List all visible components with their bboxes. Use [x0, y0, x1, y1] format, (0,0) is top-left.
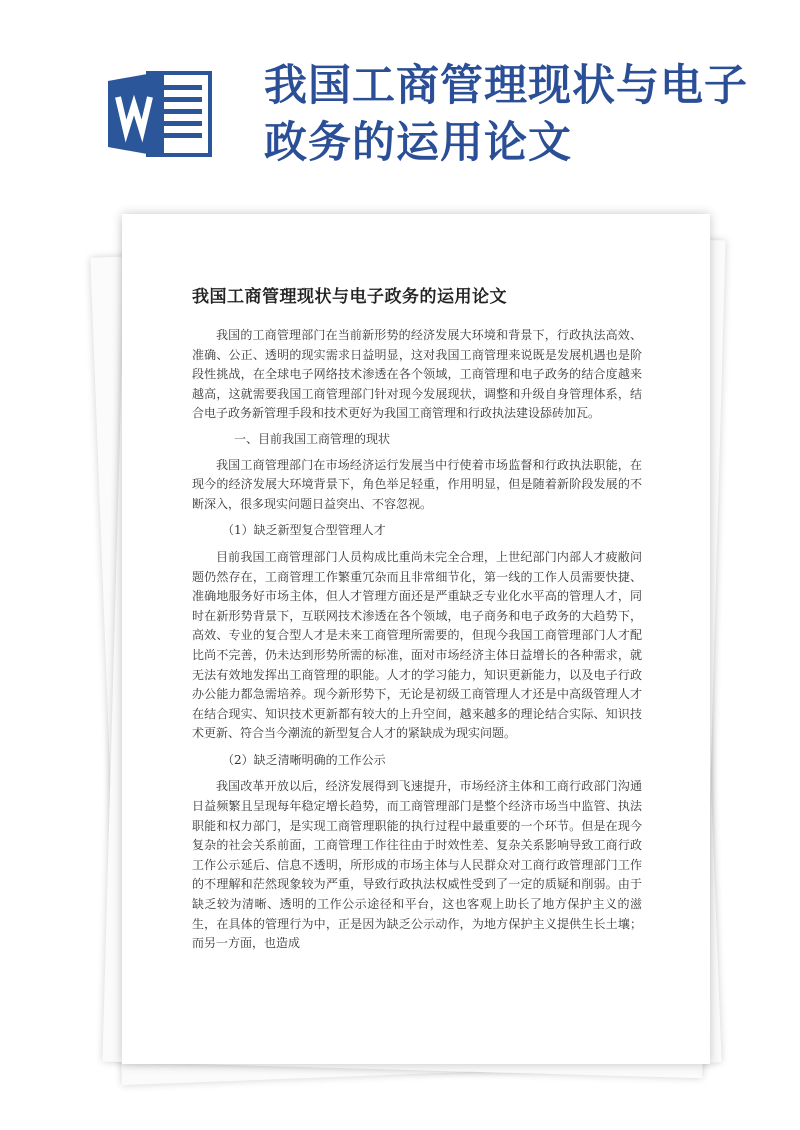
subsection-heading: （1）缺乏新型复合型管理人才 [222, 523, 386, 538]
header-title: 我国工商管理现状与电子政务的运用论文 [264, 61, 748, 168]
paragraph: 我国工商管理部门在市场经济运行发展当中行使着市场监督和行政执法职能，在现今的经济发展大环境背景下，角色举足轻重，作用明显，但是随着新阶段发展的不断深入，很多现实问题日益突出、不容忽视。 [192, 457, 642, 511]
document-body [192, 326, 642, 954]
subsection-heading: （2）缺乏清晰明确的工作公示 [222, 752, 386, 767]
document-title: 我国工商管理现状与电子政务的运用论文 [192, 287, 507, 307]
paragraph: 目前我国工商管理部门人员构成比重尚未完全合理，上世纪部门内部人才疲敝问题仍然存在，工商管理工作繁重冗杂而且非常细节化，第一线的工作人员需要快捷、准确地服务好市场主体，但人才管理方面还是严重缺乏专业化水平高的管理人才，同时在新形势背景下，互联网技术渗透在各个领域，电子商务和电子政务的大趋势下，高效、专业的复合型人才是未来工商管理所需要的，但现今我国工商管理部门人才配比尚不完善，仍未达到形势所需的标准，面对市场经济主体日益增长的各种需求，就无法有效地发挥出工商管理的职能。人才的学习能力，知识更新能力，以及电子行政办公能力都急需培养。现今新形势下，无论是初级工商管理人才还是中高级管理人才在结合现实、知识技术更新都有较大的上升空间，越来越多的理论结合实际、知识技术更新、符合当今潮流的新型复合人才的紧缺成为现实问题。 [192, 549, 642, 741]
header-banner [0, 0, 800, 200]
paragraph: 我国改革开放以后，经济发展得到飞速提升，市场经济主体和工商行政部门沟通日益频繁且呈现每年稳定增长趋势，而工商管理部门是整个经济市场当中监管、执法职能和权力部门，是实现工商管理职能的执行过程中最重要的一个环节。但是在现今复杂的社会关系前面，工商管理工作往往由于时效性差、复杂关系影响导致工商行政工作公示延后、信息不透明，所形成的市场主体与人民群众对工商行政管理部门工作的不理解和茫然现象较为严重，导致行政执法权威性受到了一定的质疑和削弱。由于缺乏较为清晰、透明的工作公示途径和平台，这也客观上助长了地方保护主义的滋生，在具体的管理行为中，正是因为缺乏公示动作，为地方保护主义提供生长土壤；而另一方面，也造成 [192, 779, 642, 951]
section-heading: 一、目前我国工商管理的现状 [234, 431, 391, 446]
word-document-icon [106, 67, 214, 161]
paragraph: 我国的工商管理部门在当前新形势的经济发展大环境和背景下，行政执法高效、准确、公正、透明的现实需求日益明显，这对我国工商管理来说既是发展机遇也是阶段性挑战，在全球电子网络技术渗透在各个领域，工商管理和电子政务的结合度越来越高，这就需要我国工商管理部门针对现今发展现状，调整和升级自身管理体系，结合电子政务新管理手段和技术更好为我国工商管理和行政执法建设舔砖加瓦。 [192, 328, 642, 421]
document-page [122, 214, 710, 1064]
